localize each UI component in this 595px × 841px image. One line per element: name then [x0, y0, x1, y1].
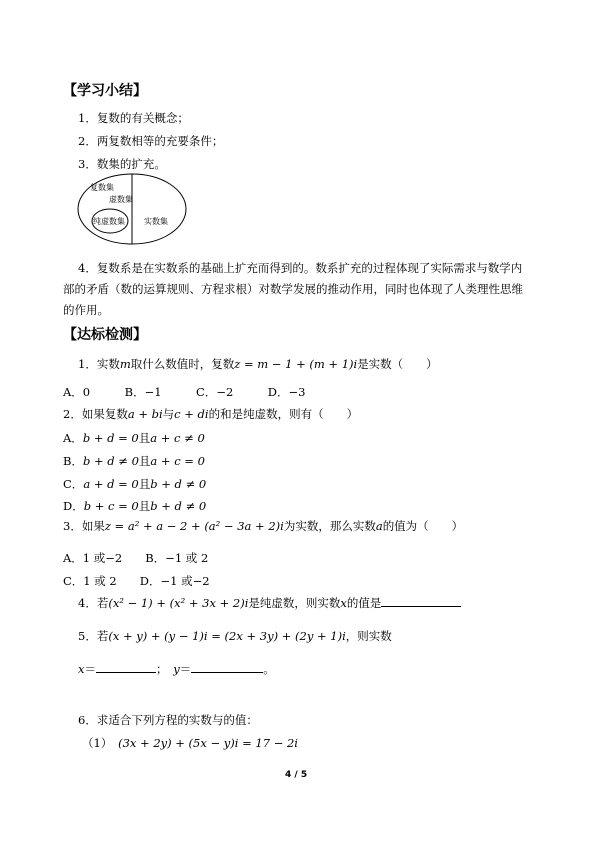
question-2: 2．如果复数a + bi与c + di的和是纯虚数，则有（ ） — [63, 407, 359, 421]
question-2-option-d: D．b + c = 0且b + d ≠ 0 — [63, 499, 207, 513]
question-6-part-1: （1） (3x + 2y) + (5x − y)i = 17 − 2i — [82, 736, 298, 750]
question-4: 4．若(x² − 1) + (x² + 3x + 2)i是纯虚数，则实数x的值是 — [78, 595, 461, 611]
question-3-options-row2: C．1 或 2 D．−1 或−2 — [63, 574, 210, 588]
imaginary-set-label: 虚数集 — [109, 195, 133, 204]
question-5-answer-line: x＝ ； y＝ 。 — [78, 662, 275, 676]
question-3-options-row1: A．1 或−2 B．−1 或 2 — [63, 551, 209, 565]
question-2-option-b: B．b + d ≠ 0且a + c = 0 — [63, 454, 205, 468]
complex-set-label: 复数集 — [90, 183, 114, 192]
answer-x-blank[interactable] — [96, 661, 156, 673]
answer-y-blank[interactable] — [191, 661, 263, 673]
question-5: 5．若(x + y) + (y − 1)i = (2x + 3y) + (2y + 1)i，则实数 — [78, 629, 392, 643]
page-number: 4 / 5 — [285, 770, 308, 780]
question-6: 6．求适合下列方程的实数与的值： — [78, 713, 258, 727]
summary-item-3: 3．数集的扩充。 — [78, 157, 166, 171]
summary-item-2: 2．两复数相等的充要条件； — [78, 134, 224, 148]
section-title-test: 【达标检测】 — [63, 327, 147, 343]
summary-paragraph-line1: 4．复数系是在实数系的基础上扩充而得到的。数系扩充的过程体现了实际需求与数学内 — [78, 261, 523, 275]
summary-paragraph-line3: 的作用。 — [63, 303, 109, 317]
question-1-options: A．0 B．−1 C．−2 D．−3 — [63, 385, 306, 399]
number-set-diagram — [76, 172, 188, 246]
section-title-summary: 【学习小结】 — [63, 83, 147, 99]
question-3: 3．如果z = a² + a − 2 + (a² − 3a + 2)i为实数，那么实数a的值为（ ） — [63, 519, 464, 533]
question-2-option-a: A．b + d = 0且a + c ≠ 0 — [63, 431, 205, 445]
question-1: 1．实数m取什么数值时，复数z = m − 1 + (m + 1)i是实数（ ） — [78, 357, 438, 371]
question-2-option-c: C．a + d = 0且b + d ≠ 0 — [63, 477, 207, 491]
pure-imaginary-set-label: 纯虚数集 — [93, 217, 125, 226]
question-4-answer-blank[interactable] — [381, 595, 461, 607]
real-set-label: 实数集 — [144, 217, 168, 226]
summary-paragraph-line2: 部的矛盾（数的运算规则、方程求根）对数学发展的推动作用，同时也体现了人类理性思维 — [63, 282, 523, 296]
summary-item-1: 1．复数的有关概念； — [78, 111, 189, 125]
